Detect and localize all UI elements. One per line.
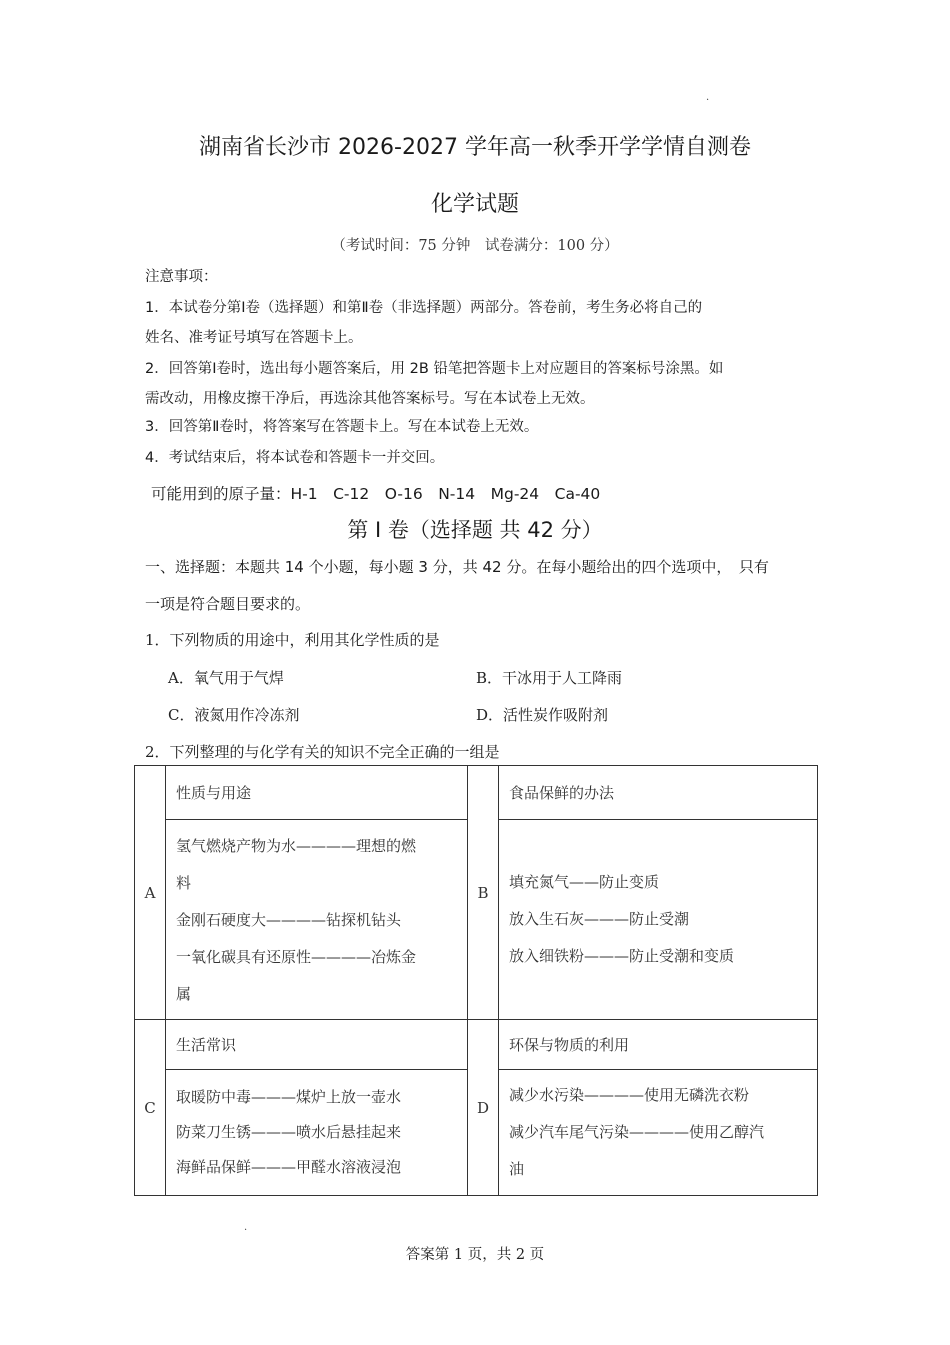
option-d-line: 减少汽车尾气污染————使用乙醇汽 [509, 1123, 765, 1141]
note-line: 4．考试结束后，将本试卷和答题卡一并交回。 [145, 450, 445, 466]
option-c-line: 取暖防中毒———煤炉上放一壶水 [176, 1088, 402, 1106]
note-line: 需改动，用橡皮擦干净后，再选涂其他答案标号。写在本试卷上无效。 [145, 391, 595, 407]
bottom-dot-mark: . [244, 1222, 248, 1233]
notes-heading: 注意事项： [145, 269, 218, 285]
question-1-option-c: C．液氮用作冷冻剂 [168, 706, 300, 724]
option-b-line: 放入细铁粉———防止受潮和变质 [509, 947, 735, 965]
question-1-option-a: A．氧气用于气焊 [168, 669, 284, 687]
option-d-line: 减少水污染————使用无磷洗衣粉 [509, 1086, 750, 1104]
option-d-line: 油 [509, 1160, 525, 1178]
note-line: 3．回答第Ⅱ卷时，将答案写在答题卡上。写在本试卷上无效。 [145, 419, 539, 435]
option-c-content [166, 1070, 468, 1196]
option-a-line: 一氧化碳具有还原性————冶炼金 [176, 948, 417, 966]
option-a-line: 氢气燃烧产物为水————理想的燃 [176, 837, 417, 855]
atomic-masses: 可能用到的原子量：H-1 C-12 O-16 N-14 Mg-24 Ca-40 [151, 485, 601, 503]
note-line: 姓名、准考证号填写在答题卡上。 [145, 330, 363, 346]
option-b-line: 填充氮气——防止变质 [509, 873, 660, 891]
option-a-line: 金刚石硬度大————钻探机钻头 [176, 911, 402, 929]
option-a-line: 属 [176, 985, 192, 1003]
note-line: 1．本试卷分第Ⅰ卷（选择题）和第Ⅱ卷（非选择题）两部分。答卷前，考生务必将自己的 [145, 300, 703, 316]
question-1-option-b: B．干冰用于人工降雨 [476, 669, 623, 687]
question-2-table [134, 765, 818, 1196]
note-line: 2．回答第Ⅰ卷时，选出每小题答案后，用 2B 铅笔把答题卡上对应题目的答案标号涂黑。如 [145, 361, 724, 377]
part1-title: 第 I 卷（选择题 共 42 分） [347, 518, 603, 542]
top-dot-mark: . [706, 92, 710, 103]
option-b-line: 放入生石灰———防止受潮 [509, 910, 690, 928]
option-c-line: 海鲜品保鲜———甲醛水溶液浸泡 [176, 1158, 402, 1176]
option-a-label: A [135, 766, 166, 1020]
question-1-option-d: D．活性炭作吸附剂 [476, 706, 609, 724]
option-b-heading: 食品保鲜的办法 [499, 766, 818, 820]
option-a-heading: 性质与用途 [166, 766, 468, 820]
option-c-line: 防菜刀生锈———喷水后悬挂起来 [176, 1123, 402, 1141]
question-2-stem: 2．下列整理的与化学有关的知识不完全正确的一组是 [145, 743, 500, 761]
page-footer: 答案第 1 页，共 2 页 [405, 1247, 545, 1263]
option-a-content [166, 820, 468, 1020]
option-b-label: B [468, 766, 499, 1020]
question-1-stem: 1．下列物质的用途中，利用其化学性质的是 [145, 631, 440, 649]
option-c-label: C [135, 1020, 166, 1196]
option-a-line: 料 [176, 874, 192, 892]
section-instruction: 一、选择题：本题共 14 个小题，每小题 3 分，共 42 分。在每小题给出的四个选项中， 只有 [145, 558, 769, 576]
exam-info: （考试时间：75 分钟 试卷满分：100 分） [331, 238, 619, 254]
exam-title: 湖南省长沙市 2026-2027 学年高一秋季开学学情自测卷 [199, 135, 751, 160]
option-c-heading: 生活常识 [166, 1020, 468, 1070]
subject-title: 化学试题 [430, 192, 519, 217]
option-d-heading: 环保与物质的利用 [499, 1020, 818, 1070]
option-d-content [499, 1070, 818, 1196]
option-b-content [499, 820, 818, 1020]
option-d-label: D [468, 1020, 499, 1196]
section-instruction: 一项是符合题目要求的。 [145, 595, 311, 613]
